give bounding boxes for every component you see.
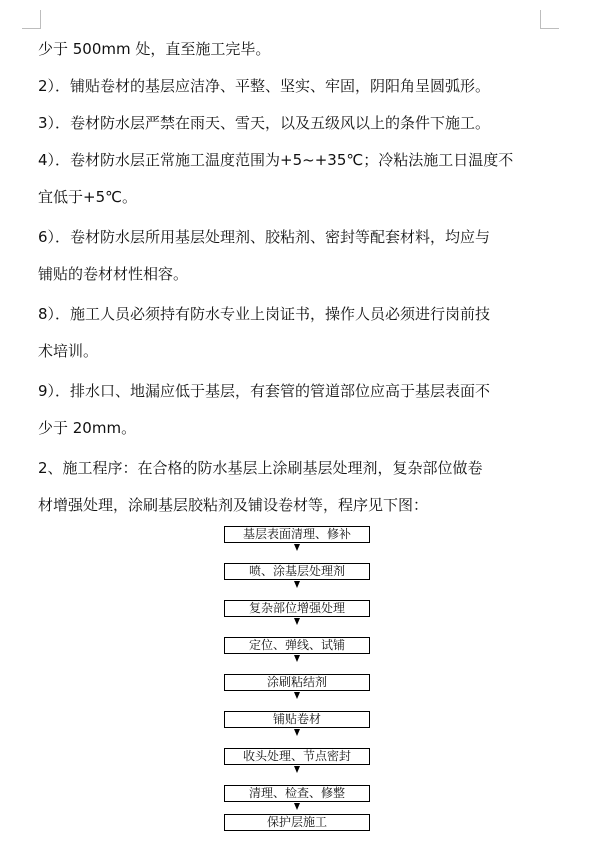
flow-arrow-down <box>294 655 300 662</box>
flow-step-box: 基层表面清理、修补 <box>224 526 370 543</box>
paragraph-line: 9）．排水口、地漏应低于基层，有套管的管道部位应高于基层表面不 <box>38 382 491 400</box>
paragraph-line: 2）．铺贴卷材的基层应洁净、平整、坚实、牢固，阴阳角呈圆弧形。 <box>38 77 491 95</box>
flow-arrow-down <box>294 581 300 588</box>
flow-step-box: 涂刷粘结剂 <box>224 674 370 691</box>
paragraph-line: 铺贴的卷材材性相容。 <box>38 265 189 283</box>
flow-arrow-down <box>294 544 300 551</box>
flow-step-box: 清理、检查、修整 <box>224 785 370 802</box>
flow-step-box: 保护层施工 <box>224 814 370 831</box>
flow-step-box: 定位、弹线、试铺 <box>224 637 370 654</box>
flow-arrow-down <box>294 803 300 810</box>
paragraph-line: 少于 500mm 处，直至施工完毕。 <box>38 40 271 58</box>
flow-step-box: 喷、涂基层处理剂 <box>224 563 370 580</box>
paragraph-line: 材增强处理，涂刷基层胶粘剂及铺设卷材等，程序见下图： <box>38 496 429 514</box>
paragraph-line: 4）．卷材防水层正常施工温度范围为+5~+35℃；冷粘法施工日温度不 <box>38 151 514 169</box>
paragraph-line: 少于 20mm。 <box>38 419 137 437</box>
paragraph-line: 3）．卷材防水层严禁在雨天、雪天，以及五级风以上的条件下施工。 <box>38 114 491 132</box>
paragraph-line: 2、施工程序：在合格的防水基层上涂刷基层处理剂，复杂部位做卷 <box>38 459 483 477</box>
flow-step-box: 铺贴卷材 <box>224 711 370 728</box>
flow-step-box: 复杂部位增强处理 <box>224 600 370 617</box>
flow-arrow-down <box>294 766 300 773</box>
flow-step-box: 收头处理、节点密封 <box>224 748 370 765</box>
paragraph-line: 8）．施工人员必须持有防水专业上岗证书，操作人员必须进行岗前技 <box>38 305 491 323</box>
paragraph-line: 术培训。 <box>38 342 99 360</box>
paragraph-line: 6）．卷材防水层所用基层处理剂、胶粘剂、密封等配套材料，均应与 <box>38 228 491 246</box>
flow-arrow-down <box>294 618 300 625</box>
flow-arrow-down <box>294 692 300 699</box>
paragraph-line: 宜低于+5℃。 <box>38 188 137 206</box>
flow-arrow-down <box>294 729 300 736</box>
